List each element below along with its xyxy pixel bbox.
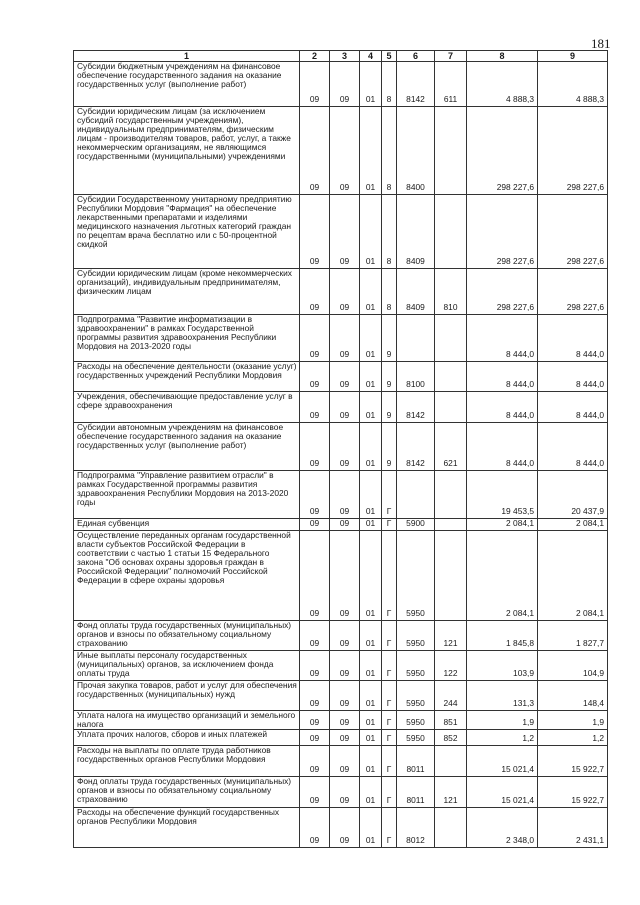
amount-2014-cell: 298 227,6: [467, 269, 538, 315]
target-code-cell: 5900: [397, 519, 435, 531]
row-name-cell: Расходы на обеспечение деятельности (оказание услуг) государственных учреждений Республики Мордовия: [74, 362, 300, 392]
section-code-cell: 09: [300, 730, 330, 746]
section-code-cell: 09: [300, 107, 330, 195]
section-code-cell: 09: [300, 471, 330, 519]
table-row: [74, 423, 608, 471]
header-cell: 6: [397, 51, 435, 62]
subprogram-code-cell: Г: [382, 808, 397, 848]
expense-type-cell: 852: [435, 730, 467, 746]
amount-2014-cell: 298 227,6: [467, 107, 538, 195]
amount-2015-cell: 104,9: [538, 651, 608, 681]
program-code-cell: 01: [360, 808, 382, 848]
subsection-code-cell: 09: [330, 471, 360, 519]
expense-type-cell: 122: [435, 651, 467, 681]
expense-type-cell: [435, 392, 467, 423]
target-code-cell: 8409: [397, 195, 435, 269]
subsection-code-cell: 09: [330, 746, 360, 777]
target-code-cell: 5950: [397, 651, 435, 681]
header-cell: 7: [435, 51, 467, 62]
subprogram-code-cell: Г: [382, 651, 397, 681]
table-row: [74, 711, 608, 730]
section-code-cell: 09: [300, 62, 330, 107]
target-code-cell: 8400: [397, 107, 435, 195]
expense-type-cell: [435, 746, 467, 777]
target-code-cell: 8012: [397, 808, 435, 848]
header-cell: 5: [382, 51, 397, 62]
section-code-cell: 09: [300, 269, 330, 315]
program-code-cell: 01: [360, 392, 382, 423]
program-code-cell: 01: [360, 62, 382, 107]
subprogram-code-cell: Г: [382, 777, 397, 808]
table-header-row: [74, 51, 608, 62]
subsection-code-cell: 09: [330, 711, 360, 730]
header-cell: 8: [467, 51, 538, 62]
amount-2015-cell: 298 227,6: [538, 269, 608, 315]
expense-type-cell: [435, 195, 467, 269]
table-row: [74, 621, 608, 651]
expense-type-cell: 621: [435, 423, 467, 471]
expense-type-cell: 611: [435, 62, 467, 107]
table-row: [74, 62, 608, 107]
target-code-cell: 5950: [397, 621, 435, 651]
table-row: [74, 471, 608, 519]
row-name-cell: Прочая закупка товаров, работ и услуг для обеспечения государственных (муниципальных) нужд: [74, 681, 300, 711]
subprogram-code-cell: Г: [382, 519, 397, 531]
target-code-cell: 8142: [397, 392, 435, 423]
header-cell: 3: [330, 51, 360, 62]
table-row: [74, 362, 608, 392]
subprogram-code-cell: Г: [382, 711, 397, 730]
subprogram-code-cell: 8: [382, 195, 397, 269]
amount-2014-cell: 1 845,8: [467, 621, 538, 651]
row-name-cell: Субсидии Государственному унитарному предприятию Республики Мордовия "Фармация" на обеспечение лекарственными препаратами и изделиями медицинского назначения льготных категорий граждан по рецептам врача бесплатно или с 50-процентной скидкой: [74, 195, 300, 269]
header-cell: 9: [538, 51, 608, 62]
program-code-cell: 01: [360, 651, 382, 681]
section-code-cell: 09: [300, 531, 330, 621]
amount-2014-cell: 8 444,0: [467, 423, 538, 471]
subprogram-code-cell: Г: [382, 681, 397, 711]
subsection-code-cell: 09: [330, 362, 360, 392]
table-row: [74, 730, 608, 746]
amount-2015-cell: 4 888,3: [538, 62, 608, 107]
subsection-code-cell: 09: [330, 315, 360, 362]
expense-type-cell: 244: [435, 681, 467, 711]
amount-2015-cell: 298 227,6: [538, 195, 608, 269]
expense-type-cell: [435, 362, 467, 392]
target-code-cell: [397, 471, 435, 519]
program-code-cell: 01: [360, 269, 382, 315]
amount-2015-cell: 15 922,7: [538, 746, 608, 777]
amount-2014-cell: 1,9: [467, 711, 538, 730]
page-number: 181: [591, 36, 611, 51]
amount-2015-cell: 1 827,7: [538, 621, 608, 651]
subsection-code-cell: 09: [330, 531, 360, 621]
target-code-cell: 8011: [397, 777, 435, 808]
row-name-cell: Субсидии юридическим лицам (кроме некоммерческих организаций), индивидуальным предпринимателям, физическим лицам: [74, 269, 300, 315]
target-code-cell: 8409: [397, 269, 435, 315]
target-code-cell: 8011: [397, 746, 435, 777]
table-row: [74, 777, 608, 808]
program-code-cell: 01: [360, 746, 382, 777]
amount-2015-cell: 2 084,1: [538, 531, 608, 621]
subprogram-code-cell: Г: [382, 471, 397, 519]
row-name-cell: Подпрограмма "Управление развитием отрасли" в рамках Государственной программы развития здравоохранения Республики Мордовия на 2013-2020 годы: [74, 471, 300, 519]
expense-type-cell: 851: [435, 711, 467, 730]
amount-2015-cell: 148,4: [538, 681, 608, 711]
amount-2015-cell: 8 444,0: [538, 315, 608, 362]
table-row: [74, 195, 608, 269]
amount-2015-cell: 8 444,0: [538, 362, 608, 392]
table-row: [74, 651, 608, 681]
subsection-code-cell: 09: [330, 681, 360, 711]
subsection-code-cell: 09: [330, 651, 360, 681]
program-code-cell: 01: [360, 531, 382, 621]
table-row: [74, 808, 608, 848]
subprogram-code-cell: 9: [382, 362, 397, 392]
expense-type-cell: [435, 315, 467, 362]
header-cell: 2: [300, 51, 330, 62]
row-name-cell: Расходы на выплаты по оплате труда работников государственных органов Республики Мордовия: [74, 746, 300, 777]
subsection-code-cell: 09: [330, 519, 360, 531]
row-name-cell: Субсидии автономным учреждениям на финансовое обеспечение государственного задания на оказание государственных услуг (выполнение работ): [74, 423, 300, 471]
subprogram-code-cell: Г: [382, 730, 397, 746]
program-code-cell: 01: [360, 730, 382, 746]
subsection-code-cell: 09: [330, 107, 360, 195]
program-code-cell: 01: [360, 315, 382, 362]
table-row: [74, 519, 608, 531]
section-code-cell: 09: [300, 621, 330, 651]
expense-type-cell: [435, 531, 467, 621]
program-code-cell: 01: [360, 777, 382, 808]
target-code-cell: 8100: [397, 362, 435, 392]
expense-type-cell: [435, 471, 467, 519]
target-code-cell: 8142: [397, 423, 435, 471]
section-code-cell: 09: [300, 746, 330, 777]
program-code-cell: 01: [360, 681, 382, 711]
subprogram-code-cell: 9: [382, 315, 397, 362]
header-cell: 4: [360, 51, 382, 62]
program-code-cell: 01: [360, 621, 382, 651]
expense-type-cell: [435, 519, 467, 531]
target-code-cell: [397, 315, 435, 362]
subsection-code-cell: 09: [330, 808, 360, 848]
subsection-code-cell: 09: [330, 62, 360, 107]
table-row: [74, 269, 608, 315]
section-code-cell: 09: [300, 681, 330, 711]
section-code-cell: 09: [300, 195, 330, 269]
subprogram-code-cell: Г: [382, 621, 397, 651]
row-name-cell: Уплата прочих налогов, сборов и иных платежей: [74, 730, 300, 746]
row-name-cell: Фонд оплаты труда государственных (муниципальных) органов и взносы по обязательному социальному страхованию: [74, 621, 300, 651]
amount-2014-cell: 2 084,1: [467, 519, 538, 531]
row-name-cell: Иные выплаты персоналу государственных (муниципальных) органов, за исключением фонда оплаты труда: [74, 651, 300, 681]
section-code-cell: 09: [300, 362, 330, 392]
program-code-cell: 01: [360, 195, 382, 269]
amount-2014-cell: 8 444,0: [467, 362, 538, 392]
subprogram-code-cell: 8: [382, 269, 397, 315]
table-row: [74, 531, 608, 621]
target-code-cell: 5950: [397, 531, 435, 621]
subprogram-code-cell: 9: [382, 423, 397, 471]
section-code-cell: 09: [300, 519, 330, 531]
row-name-cell: Фонд оплаты труда государственных (муниципальных) органов и взносы по обязательному социальному страхованию: [74, 777, 300, 808]
subprogram-code-cell: 9: [382, 392, 397, 423]
subsection-code-cell: 09: [330, 730, 360, 746]
table-row: [74, 107, 608, 195]
subsection-code-cell: 09: [330, 269, 360, 315]
amount-2014-cell: 2 348,0: [467, 808, 538, 848]
amount-2014-cell: 298 227,6: [467, 195, 538, 269]
subprogram-code-cell: Г: [382, 746, 397, 777]
budget-table: [73, 50, 608, 848]
amount-2014-cell: 103,9: [467, 651, 538, 681]
program-code-cell: 01: [360, 362, 382, 392]
program-code-cell: 01: [360, 711, 382, 730]
target-code-cell: 5950: [397, 681, 435, 711]
target-code-cell: 8142: [397, 62, 435, 107]
row-name-cell: Осуществление переданных органам государственной власти субъектов Российской Федерации в соответствии с частью 1 статьи 15 Федерального закона "Об основах охраны здоровья граждан в Российской Федерации" полномочий Российской Федерации в сфере охраны здоровья: [74, 531, 300, 621]
amount-2015-cell: 2 431,1: [538, 808, 608, 848]
row-name-cell: Подпрограмма "Развитие информатизации в здравоохранении" в рамках Государственной программы развития здравоохранения Республики Мордовия на 2013-2020 годы: [74, 315, 300, 362]
amount-2015-cell: 20 437,9: [538, 471, 608, 519]
row-name-cell: Субсидии юридическим лицам (за исключением субсидий государственным учреждениям), индивидуальным предпринимателям, физическим лицам - производителям товаров, работ, услуг, а также некоммерческим организациям, не являющимся государственными (муниципальными) учреждениями: [74, 107, 300, 195]
subprogram-code-cell: Г: [382, 531, 397, 621]
amount-2014-cell: 8 444,0: [467, 315, 538, 362]
amount-2015-cell: 2 084,1: [538, 519, 608, 531]
row-name-cell: Расходы на обеспечение функций государственных органов Республики Мордовия: [74, 808, 300, 848]
amount-2014-cell: 15 021,4: [467, 777, 538, 808]
section-code-cell: 09: [300, 423, 330, 471]
amount-2014-cell: 15 021,4: [467, 746, 538, 777]
table-row: [74, 681, 608, 711]
amount-2015-cell: 15 922,7: [538, 777, 608, 808]
amount-2015-cell: 8 444,0: [538, 392, 608, 423]
row-name-cell: Уплата налога на имущество организаций и земельного налога: [74, 711, 300, 730]
section-code-cell: 09: [300, 711, 330, 730]
subsection-code-cell: 09: [330, 423, 360, 471]
program-code-cell: 01: [360, 519, 382, 531]
amount-2014-cell: 131,3: [467, 681, 538, 711]
subsection-code-cell: 09: [330, 195, 360, 269]
section-code-cell: 09: [300, 808, 330, 848]
section-code-cell: 09: [300, 392, 330, 423]
table-row: [74, 392, 608, 423]
table-row: [74, 315, 608, 362]
row-name-cell: Единая субвенция: [74, 519, 300, 531]
amount-2015-cell: 8 444,0: [538, 423, 608, 471]
amount-2014-cell: 4 888,3: [467, 62, 538, 107]
subprogram-code-cell: 8: [382, 62, 397, 107]
expense-type-cell: [435, 107, 467, 195]
subsection-code-cell: 09: [330, 777, 360, 808]
subsection-code-cell: 09: [330, 621, 360, 651]
expense-type-cell: 121: [435, 621, 467, 651]
section-code-cell: 09: [300, 315, 330, 362]
expense-type-cell: [435, 808, 467, 848]
subsection-code-cell: 09: [330, 392, 360, 423]
target-code-cell: 5950: [397, 711, 435, 730]
row-name-cell: Субсидии бюджетным учреждениям на финансовое обеспечение государственного задания на оказание государственных услуг (выполнение работ): [74, 62, 300, 107]
header-cell: 1: [74, 51, 300, 62]
amount-2014-cell: 8 444,0: [467, 392, 538, 423]
amount-2015-cell: 298 227,6: [538, 107, 608, 195]
expense-type-cell: 810: [435, 269, 467, 315]
row-name-cell: Учреждения, обеспечивающие предоставление услуг в сфере здравоохранения: [74, 392, 300, 423]
amount-2014-cell: 2 084,1: [467, 531, 538, 621]
subprogram-code-cell: 8: [382, 107, 397, 195]
section-code-cell: 09: [300, 777, 330, 808]
expense-type-cell: 121: [435, 777, 467, 808]
section-code-cell: 09: [300, 651, 330, 681]
program-code-cell: 01: [360, 107, 382, 195]
amount-2015-cell: 1,2: [538, 730, 608, 746]
program-code-cell: 01: [360, 423, 382, 471]
amount-2014-cell: 1,2: [467, 730, 538, 746]
target-code-cell: 5950: [397, 730, 435, 746]
table-row: [74, 746, 608, 777]
amount-2014-cell: 19 453,5: [467, 471, 538, 519]
program-code-cell: 01: [360, 471, 382, 519]
amount-2015-cell: 1,9: [538, 711, 608, 730]
